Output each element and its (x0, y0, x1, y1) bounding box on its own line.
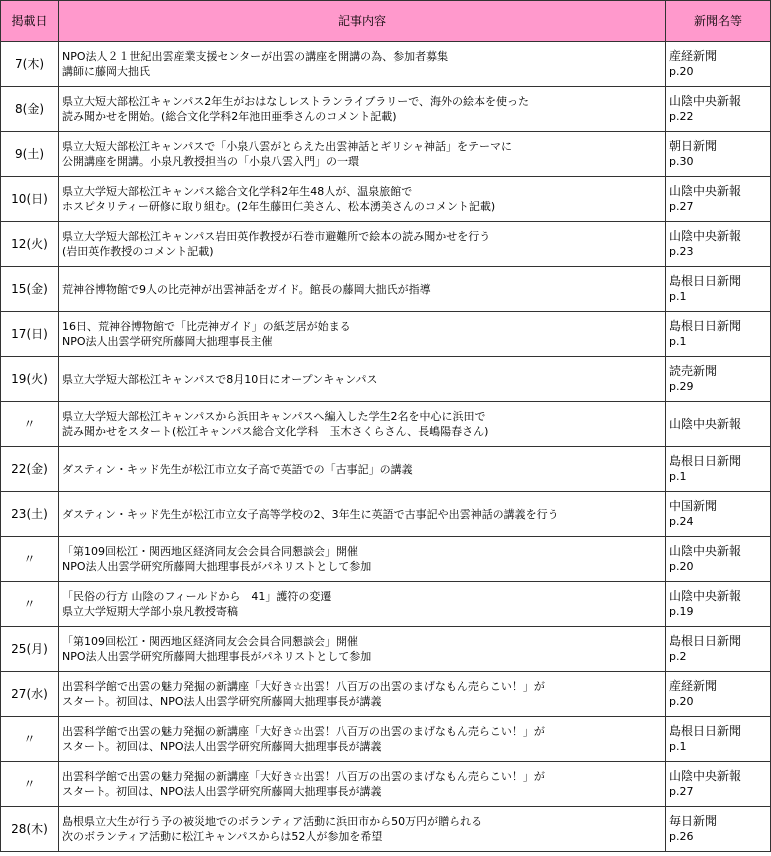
row-content: 「民俗の行方 山陰のフィールドから 41」護符の変遷 県立大学短期大学部小泉凡教授寄稿 (59, 582, 666, 627)
header-paper: 新聞名等 (666, 1, 771, 42)
row-date: 8(金) (1, 87, 59, 132)
row-date: 〃 (1, 402, 59, 447)
row-date: 〃 (1, 582, 59, 627)
row-paper (666, 402, 771, 447)
paper-page: p.23 (669, 245, 694, 258)
row-date: 19(火) (1, 357, 59, 402)
paper-page: p.20 (669, 695, 694, 708)
header-date: 掲載日 (1, 1, 59, 42)
paper-name: 山陰中央新報 (669, 94, 742, 108)
paper-page: p.20 (669, 65, 694, 78)
row-content: 「第109回松江・関西地区経済同友会会員合同懇談会」開催 NPO法人出雲学研究所藤岡大拙理事長がパネリストとして参加 (59, 627, 666, 672)
paper-name: 朝日新聞 (669, 139, 718, 153)
row-paper (666, 627, 771, 672)
row-paper (666, 717, 771, 762)
paper-name: 毎日新聞 (669, 814, 718, 828)
row-date: 27(水) (1, 672, 59, 717)
paper-page: p.1 (669, 335, 687, 348)
row-date: 7(木) (1, 42, 59, 87)
table-row (1, 447, 771, 492)
row-paper (666, 492, 771, 537)
row-content: 荒神谷博物館で9人の比売神が出雲神話をガイド。館長の藤岡大拙氏が指導 (59, 267, 666, 312)
row-paper (666, 762, 771, 807)
paper-page: p.22 (669, 110, 694, 123)
paper-name: 山陰中央新報 (669, 229, 742, 243)
row-paper (666, 177, 771, 222)
row-content: 県立大短大部松江キャンパスで「小泉八雲がとらえた出雲神話とギリシャ神話」をテーマに 公開講座を開講。小泉凡教授担当の「小泉八雲入門」の一環 (59, 132, 666, 177)
table-row (1, 42, 771, 87)
paper-page: p.1 (669, 740, 687, 753)
row-content: 県立大学短大部松江キャンパス岩田英作教授が石巻市避難所で絵本の読み聞かせを行う (岩田英作教授のコメント記載) (59, 222, 666, 267)
paper-name: 島根日日新聞 (669, 274, 742, 288)
paper-name: 山陰中央新報 (669, 589, 742, 603)
row-content: 県立大学短大部松江キャンパス総合文化学科2年生48人が、温泉旅館で ホスピタリティー研修に取り組む。(2年生藤田仁美さん、松本湧美さんのコメント記載) (59, 177, 666, 222)
row-content: ダスティン・キッド先生が松江市立女子高で英語での「古事記」の講義 (59, 447, 666, 492)
row-paper (666, 312, 771, 357)
table-row (1, 807, 771, 852)
paper-page: p.2 (669, 650, 687, 663)
paper-page: p.27 (669, 200, 694, 213)
paper-page: p.27 (669, 785, 694, 798)
row-date: 28(木) (1, 807, 59, 852)
row-paper (666, 132, 771, 177)
paper-page: p.24 (669, 515, 694, 528)
paper-name: 島根日日新聞 (669, 724, 742, 738)
row-paper (666, 672, 771, 717)
paper-name: 山陰中央新報 (669, 544, 742, 558)
row-content: 16日、荒神谷博物館で「比売神ガイド」の紙芝居が始まる NPO法人出雲学研究所藤岡大拙理事長主催 (59, 312, 666, 357)
paper-name: 産経新聞 (669, 49, 718, 63)
row-date: 〃 (1, 537, 59, 582)
paper-name: 山陰中央新報 (669, 184, 742, 198)
paper-name: 島根日日新聞 (669, 319, 742, 333)
paper-page: p.26 (669, 830, 694, 843)
table-row (1, 87, 771, 132)
row-paper (666, 537, 771, 582)
table-row (1, 627, 771, 672)
row-date: 25(月) (1, 627, 59, 672)
table-row (1, 177, 771, 222)
row-content: 県立大短大部松江キャンパス2年生がおはなしレストランライブラリーで、海外の絵本を使った 読み聞かせを開始。(総合文化学科2年池田亜季さんのコメント記載) (59, 87, 666, 132)
paper-page: p.19 (669, 605, 694, 618)
row-content: ダスティン・キッド先生が松江市立女子高等学校の2、3年生に英語で古事記や出雲神話の講義を行う (59, 492, 666, 537)
row-date: 15(金) (1, 267, 59, 312)
table-row (1, 672, 771, 717)
paper-name: 山陰中央新報 (669, 769, 742, 783)
row-paper (666, 222, 771, 267)
table-row (1, 267, 771, 312)
table-row (1, 402, 771, 447)
table-row (1, 492, 771, 537)
row-date: 23(土) (1, 492, 59, 537)
table-row (1, 357, 771, 402)
paper-page: p.29 (669, 380, 694, 393)
row-date: 9(土) (1, 132, 59, 177)
row-content: 出雲科学館で出雲の魅力発掘の新講座「大好き☆出雲！八百万の出雲のまげなもん売らこい！」が スタート。初回は、NPO法人出雲学研究所藤岡大拙理事長が講義 (59, 762, 666, 807)
table-row (1, 717, 771, 762)
table-row (1, 582, 771, 627)
row-content: 出雲科学館で出雲の魅力発掘の新講座「大好き☆出雲！八百万の出雲のまげなもん売らこい！」が スタート。初回は、NPO法人出雲学研究所藤岡大拙理事長が講義 (59, 717, 666, 762)
row-paper (666, 267, 771, 312)
paper-page: p.1 (669, 290, 687, 303)
row-paper (666, 42, 771, 87)
row-paper (666, 582, 771, 627)
paper-name: 産経新聞 (669, 679, 718, 693)
table-row (1, 537, 771, 582)
row-content: 県立大学短大部松江キャンパスで8月10日にオープンキャンパス (59, 357, 666, 402)
paper-name: 島根日日新聞 (669, 634, 742, 648)
header-row (1, 1, 771, 42)
paper-name: 中国新聞 (669, 499, 718, 513)
paper-page: p.30 (669, 155, 694, 168)
row-content: NPO法人２１世紀出雲産業支援センターが出雲の講座を開講の為、参加者募集 講師に藤岡大拙氏 (59, 42, 666, 87)
paper-page: p.20 (669, 560, 694, 573)
row-date: 10(日) (1, 177, 59, 222)
row-paper (666, 447, 771, 492)
row-date: 17(日) (1, 312, 59, 357)
row-content: 県立大学短大部松江キャンパスから浜田キャンパスへ編入した学生2名を中心に浜田で 読み聞かせをスタート(松江キャンパス総合文化学科 玉木さくらさん、長嶋陽春さん) (59, 402, 666, 447)
row-paper (666, 357, 771, 402)
header-content: 記事内容 (59, 1, 666, 42)
row-content: 島根県立大生が行う予の被災地でのボランティア活動に浜田市から50万円が贈られる 次のボランティア活動に松江キャンパスからは52人が参加を希望 (59, 807, 666, 852)
paper-page: p.1 (669, 470, 687, 483)
row-date: 22(金) (1, 447, 59, 492)
row-content: 「第109回松江・関西地区経済同友会会員合同懇談会」開催 NPO法人出雲学研究所藤岡大拙理事長がパネリストとして参加 (59, 537, 666, 582)
paper-name: 読売新聞 (669, 364, 718, 378)
row-date: 〃 (1, 762, 59, 807)
row-paper (666, 87, 771, 132)
row-paper (666, 807, 771, 852)
paper-name: 山陰中央新報 (669, 416, 742, 431)
table-row (1, 312, 771, 357)
row-content: 出雲科学館で出雲の魅力発掘の新講座「大好き☆出雲！八百万の出雲のまげなもん売らこい！」が スタート。初回は、NPO法人出雲学研究所藤岡大拙理事長が講義 (59, 672, 666, 717)
table-row (1, 762, 771, 807)
row-date: 〃 (1, 717, 59, 762)
paper-name: 島根日日新聞 (669, 454, 742, 468)
table-row (1, 222, 771, 267)
table-row (1, 132, 771, 177)
row-date: 12(火) (1, 222, 59, 267)
